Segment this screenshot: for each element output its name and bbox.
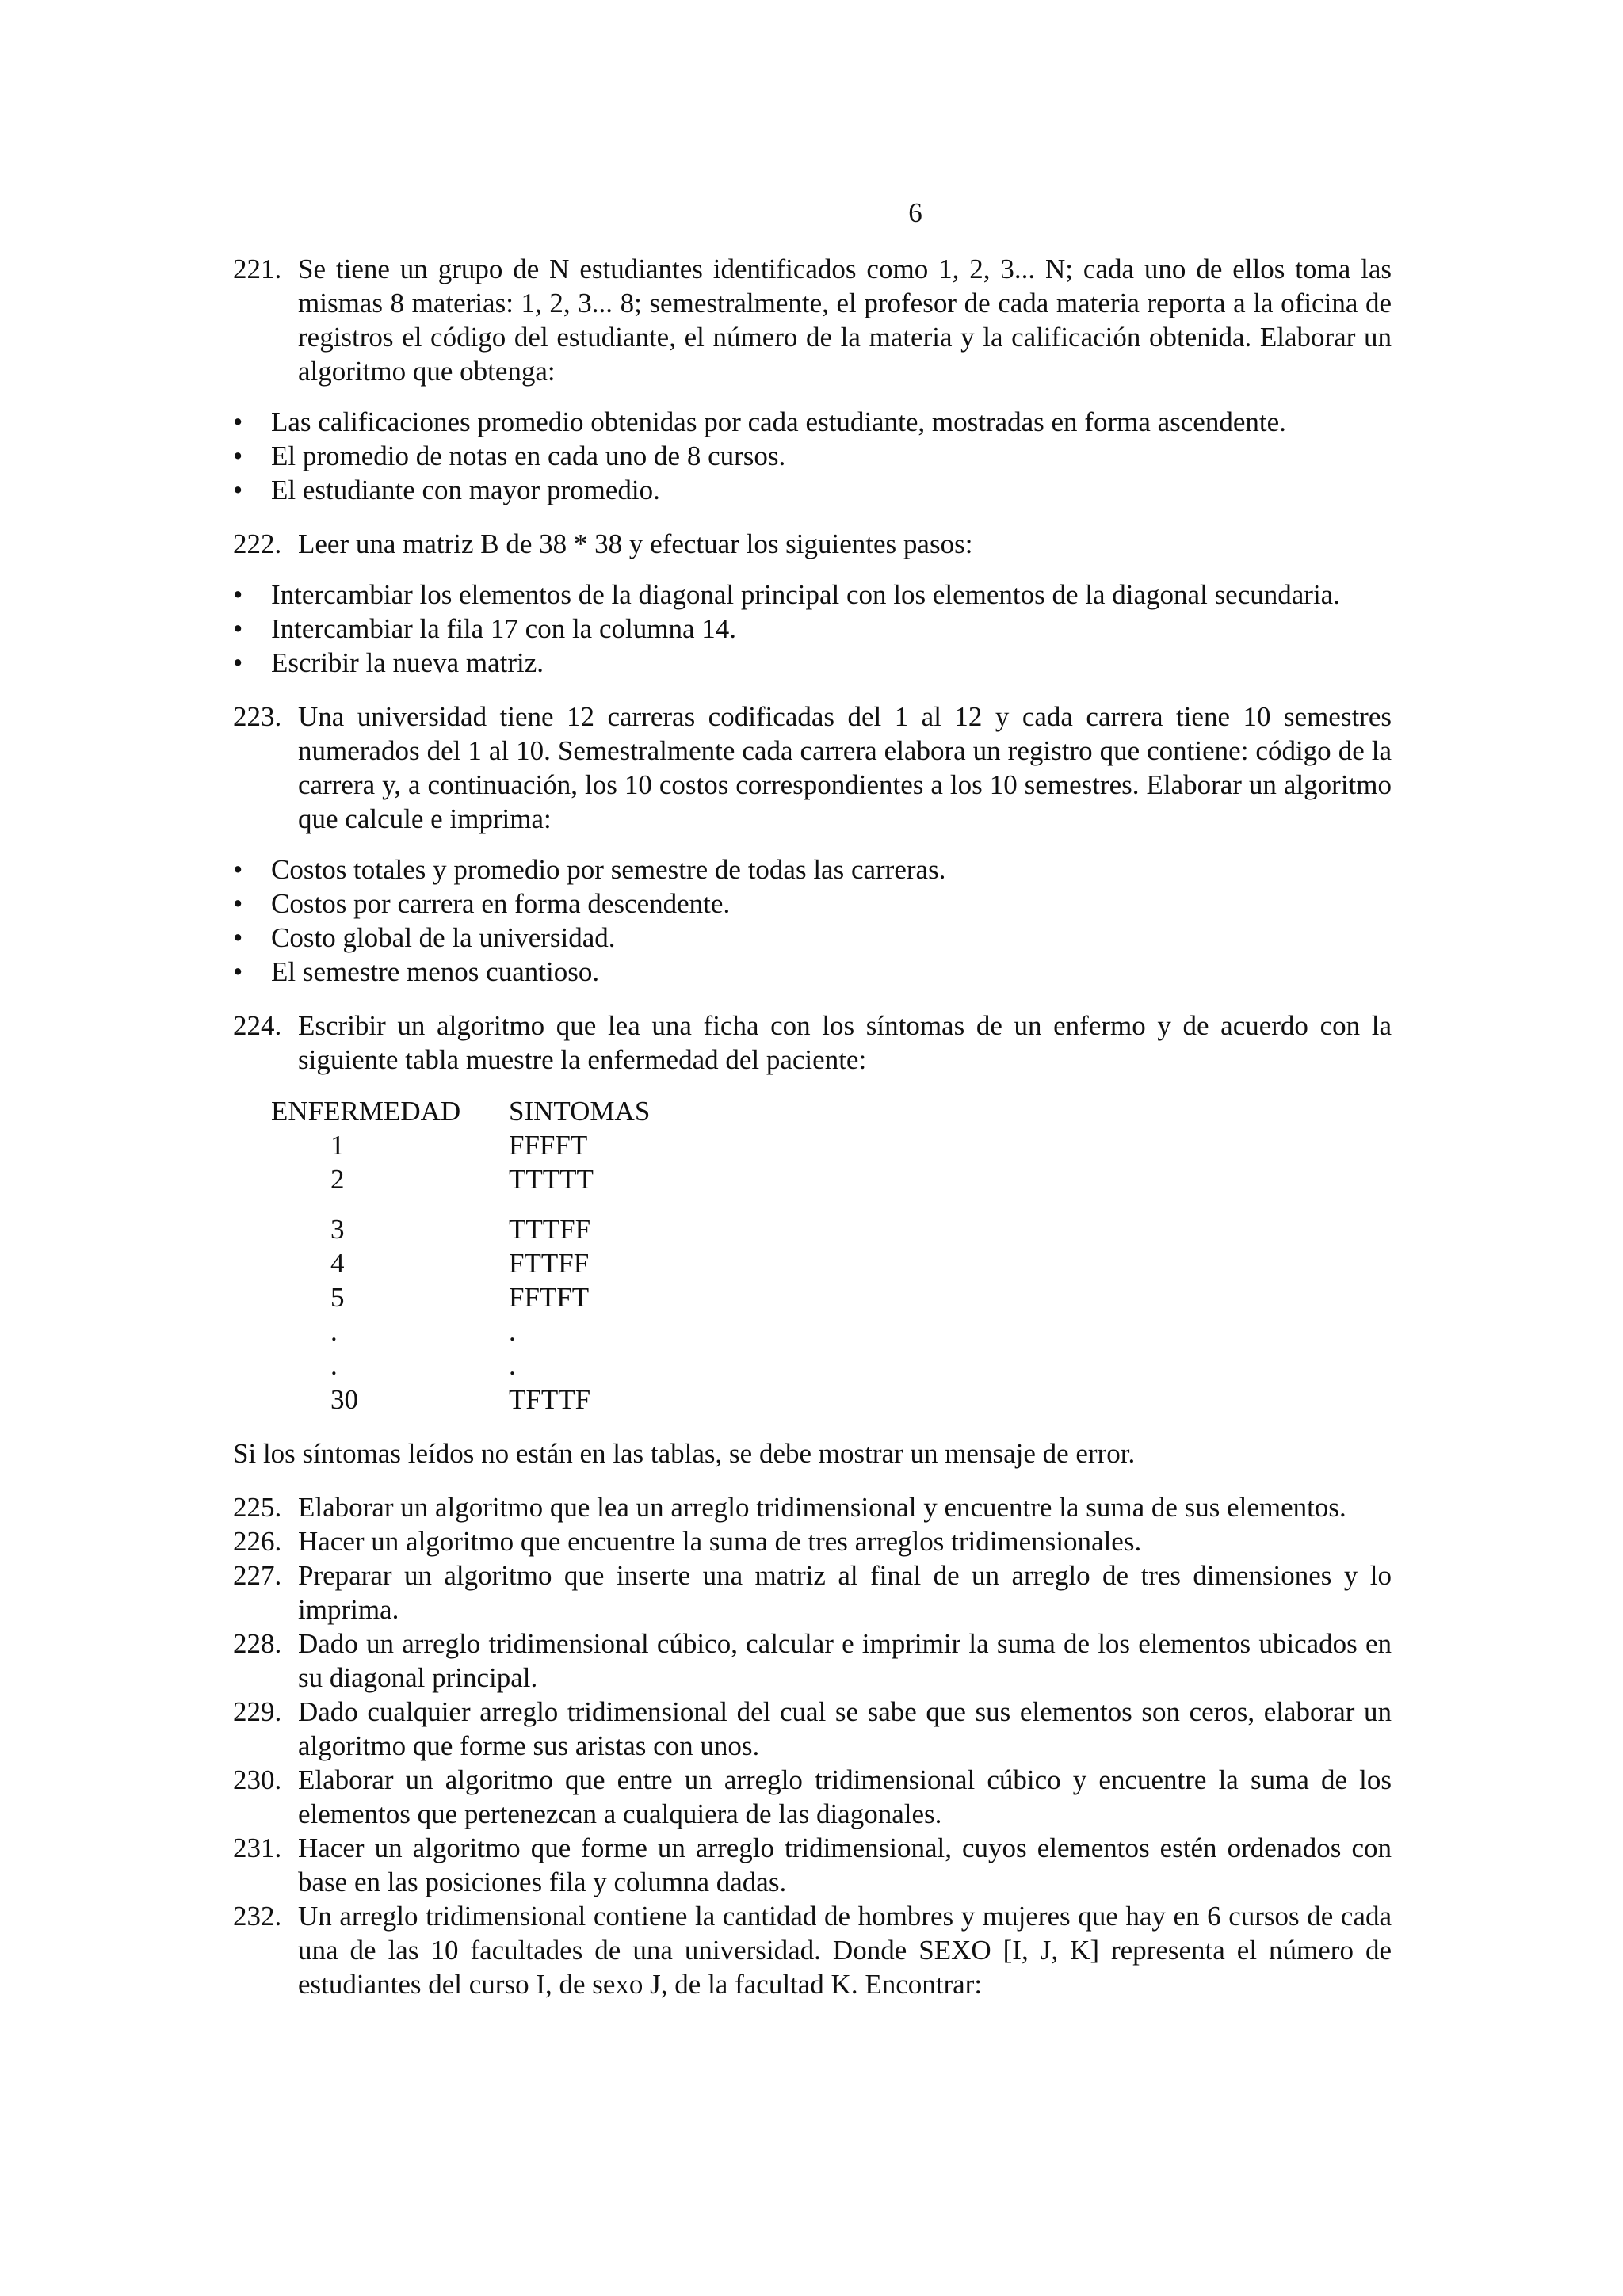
table-row: 4 FTTFF — [330, 1248, 590, 1279]
bullet-list-223 — [233, 852, 1392, 989]
problem-222 — [233, 527, 1392, 561]
problem-number: 223. — [233, 701, 282, 732]
list-item: • El semestre menos cuantioso. — [233, 956, 600, 987]
bullet-icon: • — [233, 888, 243, 919]
table-row: . . — [330, 1350, 516, 1381]
problem-225 — [233, 1490, 1392, 1524]
table-row: 2 TTTTT — [330, 1164, 594, 1195]
table-row: . . — [330, 1316, 516, 1347]
problem-text: Hacer un algoritmo que forme un arreglo tridimensional, cuyos elementos estén ordenados con base en las posiciones fila y columna dadas. — [298, 1833, 1392, 1897]
symptoms-table — [271, 1094, 1392, 1417]
bullet-icon: • — [233, 406, 243, 437]
problem-text: Se tiene un grupo de N estudiantes identificados como 1, 2, 3... N; cada uno de ellos toma las mismas 8 materias: 1, 2, 3... 8; semestralmente, el profesor de cada materia reporta a la oficina de registros el código del estudiante, el número de la materia y la calificación obtenida. Elaborar un algoritmo que obtenga: — [298, 254, 1392, 387]
column-header: ENFERMEDAD — [271, 1096, 461, 1127]
problem-text: Una universidad tiene 12 carreras codificadas del 1 al 12 y cada carrera tiene 10 semestres numerados del 1 al 10. Semestralmente cada carrera elabora un registro que contiene: código de la carrera y, a continuación, los 10 costos correspondientes a los 10 semestres. Elaborar un algoritmo que calcule e imprima: — [298, 701, 1392, 834]
problem-text: Dado un arreglo tridimensional cúbico, calcular e imprimir la suma de los elementos ubicados en su diagonal principal. — [298, 1628, 1392, 1693]
problem-number: 227. — [233, 1560, 282, 1591]
problem-224 — [233, 1009, 1392, 1077]
table-row: 3 TTTFF — [330, 1214, 591, 1245]
problem-229 — [233, 1695, 1392, 1763]
problem-text: Elaborar un algoritmo que lea un arreglo tridimensional y encuentre la suma de sus elementos. — [298, 1492, 1346, 1523]
list-item: • Costos por carrera en forma descendente. — [233, 888, 731, 919]
problem-number: 231. — [233, 1833, 282, 1863]
column-header: SINTOMAS — [509, 1096, 651, 1127]
problem-number: 230. — [233, 1764, 282, 1795]
problem-number: 226. — [233, 1526, 282, 1557]
bullet-icon: • — [233, 613, 243, 644]
problem-text: Escribir un algoritmo que lea una ficha con los síntomas de un enfermo y de acuerdo con la siguiente tabla muestre la enfermedad del paciente: — [298, 1010, 1392, 1075]
list-item: • Costo global de la universidad. — [233, 922, 616, 953]
problem-221 — [233, 252, 1392, 388]
problem-text: Preparar un algoritmo que inserte una matriz al final de un arreglo de tres dimensiones y lo imprima. — [298, 1560, 1392, 1625]
list-item: • Las calificaciones promedio obtenidas por cada estudiante, mostradas en forma ascendente. — [233, 406, 1286, 437]
problem-228 — [233, 1627, 1392, 1695]
problem-text: Elaborar un algoritmo que entre un arreglo tridimensional cúbico y encuentre la suma de los elementos que pertenezcan a cualquiera de las diagonales. — [298, 1764, 1392, 1829]
page-number: 6 — [908, 197, 922, 228]
problem-230 — [233, 1763, 1392, 1831]
page-content — [233, 252, 1392, 2001]
table-row: 5 FFTFT — [330, 1282, 590, 1313]
problem-text: Dado cualquier arreglo tridimensional del cual se sabe que sus elementos son ceros, elaborar un algoritmo que forme sus aristas con unos. — [298, 1696, 1392, 1761]
list-item: • Intercambiar la fila 17 con la columna 14. — [233, 613, 736, 644]
problem-232 — [233, 1899, 1392, 2001]
list-item: • El promedio de notas en cada uno de 8 cursos. — [233, 441, 786, 471]
table-row: 30 TFTTF — [330, 1384, 591, 1415]
problem-227 — [233, 1558, 1392, 1627]
bullet-icon: • — [233, 579, 243, 610]
problem-226 — [233, 1524, 1392, 1558]
bullet-icon: • — [233, 647, 243, 678]
list-item: • Escribir la nueva matriz. — [233, 647, 544, 678]
problem-number: 224. — [233, 1010, 282, 1041]
problem-text: Leer una matriz B de 38 * 38 y efectuar los siguientes pasos: — [298, 528, 973, 559]
bullet-icon: • — [233, 922, 243, 953]
bullet-icon: • — [233, 956, 243, 987]
bullet-list-221 — [233, 405, 1392, 507]
list-item: • Costos totales y promedio por semestre de todas las carreras. — [233, 854, 946, 885]
problem-number: 222. — [233, 528, 282, 559]
bullet-icon: • — [233, 441, 243, 471]
table-header-row — [271, 1094, 1392, 1128]
problem-number: 232. — [233, 1901, 282, 1932]
problem-text: Hacer un algoritmo que encuentre la suma de tres arreglos tridimensionales. — [298, 1526, 1142, 1557]
problem-number: 229. — [233, 1696, 282, 1727]
problem-223 — [233, 700, 1392, 836]
problem-number: 228. — [233, 1628, 282, 1659]
list-item: • El estudiante con mayor promedio. — [233, 475, 660, 505]
problem-number: 225. — [233, 1492, 282, 1523]
bullet-list-222 — [233, 578, 1392, 680]
table-row: 1 FFFFT — [330, 1130, 588, 1161]
bullet-icon: • — [233, 475, 243, 505]
problem-231 — [233, 1831, 1392, 1899]
error-note: Si los síntomas leídos no están en las tablas, se debe mostrar un mensaje de error. — [233, 1438, 1136, 1469]
bullet-icon: • — [233, 854, 243, 885]
problem-list-225-232 — [233, 1490, 1392, 2001]
list-item: • Intercambiar los elementos de la diagonal principal con los elementos de la diagonal secundaria. — [233, 579, 1340, 610]
problem-text: Un arreglo tridimensional contiene la cantidad de hombres y mujeres que hay en 6 cursos de cada una de las 10 facultades de una universidad. Donde SEXO [I, J, K] representa el número de estudiantes del curso I, de sexo J, de la facultad K. Encontrar: — [298, 1901, 1392, 2000]
problem-number: 221. — [233, 254, 282, 284]
